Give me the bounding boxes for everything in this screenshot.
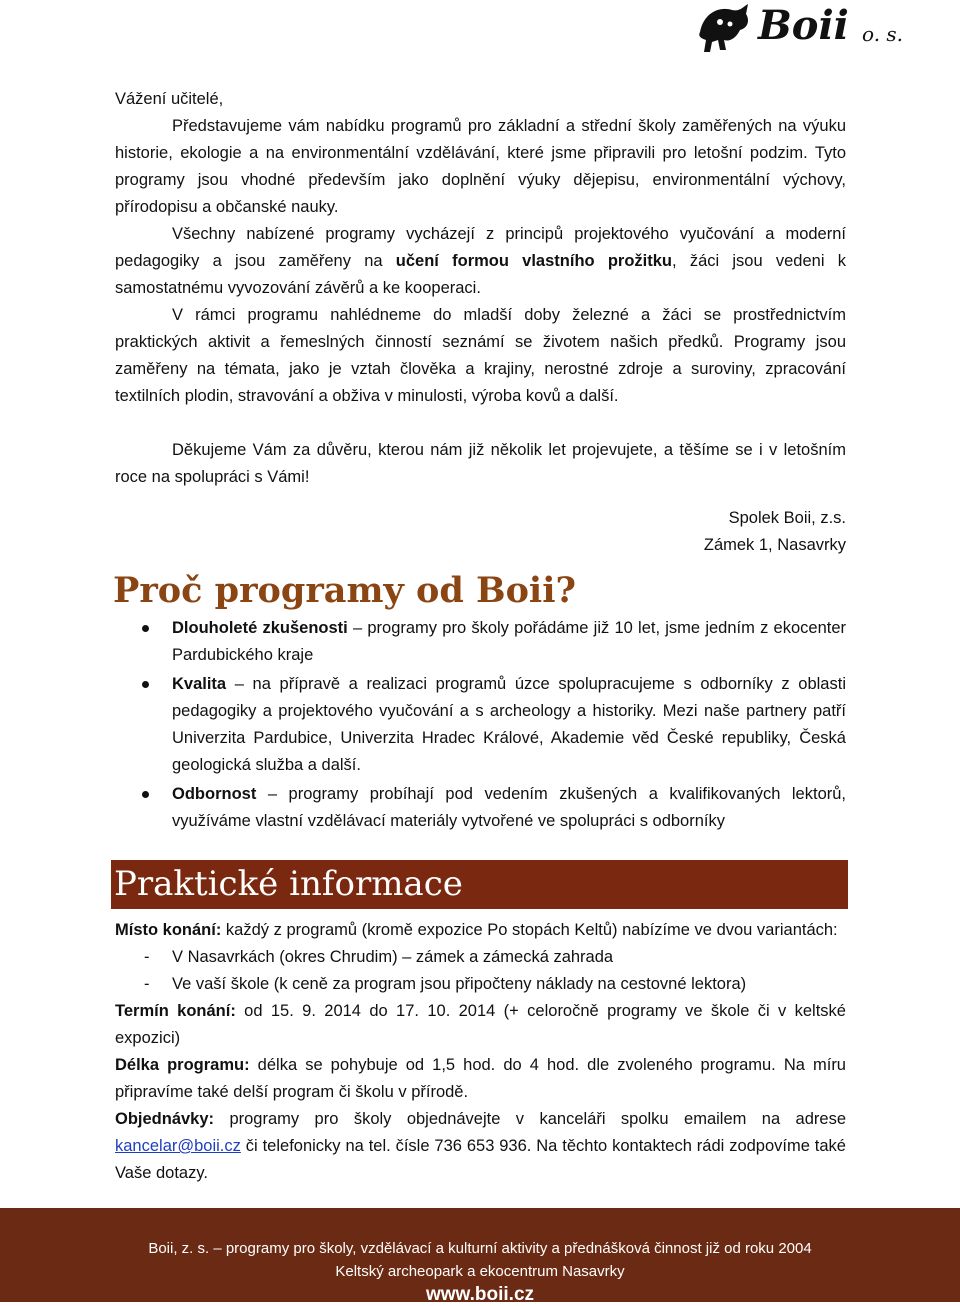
boii-logo	[690, 2, 920, 54]
topics-paragraph: V rámci programu nahlédneme do mladší doby železné a žáci se prostřednictvím praktických aktivit a řemeslných činností seznámí se životem našich předků. Programy jsou zaměřeny na témata, jako je vztah člověka a krajiny, nerostné zdroje a suroviny, zpracování textilních plodin, stravování a obživa v minulosti, výroba kovů a další.	[115, 306, 846, 405]
term-paragraph: Termín konání: od 15. 9. 2014 do 17. 10. 2014 (+ celoročně programy ve škole či v keltské expozici)	[115, 1002, 846, 1047]
why-heading: Proč programy od Boii?	[113, 570, 577, 611]
logo-suffix: o. s.	[862, 22, 904, 46]
email-link[interactable]: kancelar@boii.cz	[115, 1137, 241, 1155]
signature-name: Spolek Boii, z.s.	[728, 509, 846, 527]
bullet-icon	[142, 625, 149, 632]
bullet-icon	[142, 791, 149, 798]
place-options	[115, 944, 846, 998]
orders-paragraph: Objednávky: programy pro školy objednávejte v kanceláři spolku emailem na adrese kancelar@boii.cz či telefonicky na tel. čísle 736 653 936. Na těchto kontaktech rádi zodpovíme také Vaše dotazy.	[115, 1110, 846, 1182]
approach-paragraph: Všechny nabízené programy vycházejí z principů projektového vyučování a moderní pedagogiky a jsou zaměřeny na učení formou vlastního prožitku, žáci jsou vedeni k samostatnému vyvozování závěrů a ke kooperaci.	[115, 225, 846, 297]
thanks-paragraph: Děkujeme Vám za důvěru, kterou nám již několik let projevujete, a těšíme se i v letošním roce na spolupráci s Vámi!	[115, 441, 846, 486]
list-item: - V Nasavrkách (okres Chrudim) – zámek a zámecká zahrada	[144, 948, 614, 966]
place-paragraph: Místo konání: každý z programů (kromě expozice Po stopách Keltů) nabízíme ve dvou variantách:	[115, 921, 838, 939]
list-item: Dlouholeté zkušenosti – programy pro školy pořádáme již 10 let, jsme jedním z ekocenter Pardubického kraje	[115, 615, 846, 669]
length-paragraph: Délka programu: délka se pohybuje od 1,5 hod. do 4 hod. dle zvoleného programu. Na míru připravíme také delší program či školu v přírodě.	[115, 1056, 846, 1101]
list-item: Odbornost – programy probíhají pod vedením zkušených a kvalifikovaných lektorů, využíváme vlastní vzdělávací materiály vytvořené ve spolupráci s odborníky	[115, 781, 846, 835]
why-list	[115, 615, 846, 835]
intro-paragraph: Představujeme vám nabídku programů pro základní a střední školy zaměřených na výuku historie, ekologie a na environmentální vzdělávání, které jsme připravili pro letošní podzim. Tyto programy jsou vhodné především jako doplnění výuky dějepisu, environmentální výchovy, přírodopisu a občanské nauky.	[115, 117, 846, 216]
footer	[0, 1208, 960, 1305]
signature-address: Zámek 1, Nasavrky	[703, 536, 846, 554]
list-item: Kvalita – na přípravě a realizaci programů úzce spolupracujeme s odborníky z oblasti pedagogiky a projektového vyučování a s archeology a historiky. Mezi naše partnery patří Univerzita Pardubice, Univerzita Hradec Králové, Akademie věd České republiky, Česká geologická služba a další.	[115, 671, 846, 779]
greeting: Vážení učitelé,	[115, 90, 224, 108]
bullet-icon	[142, 681, 149, 688]
letter-body	[115, 86, 846, 1187]
logo-wordmark: Boii	[758, 2, 849, 49]
footer-website-link[interactable]: www.boii.cz	[425, 1284, 535, 1305]
info-heading: Praktické informace	[111, 860, 848, 909]
footer-description: Boii, z. s. – programy pro školy, vzdělávací a kulturní aktivity a přednášková činnost již od roku 2004	[148, 1240, 812, 1257]
list-item: - Ve vaší škole (k ceně za program jsou připočteny náklady na cestovné lektora)	[144, 975, 747, 993]
footer-subtitle: Keltský archeopark a ekocentrum Nasavrky	[335, 1263, 625, 1280]
